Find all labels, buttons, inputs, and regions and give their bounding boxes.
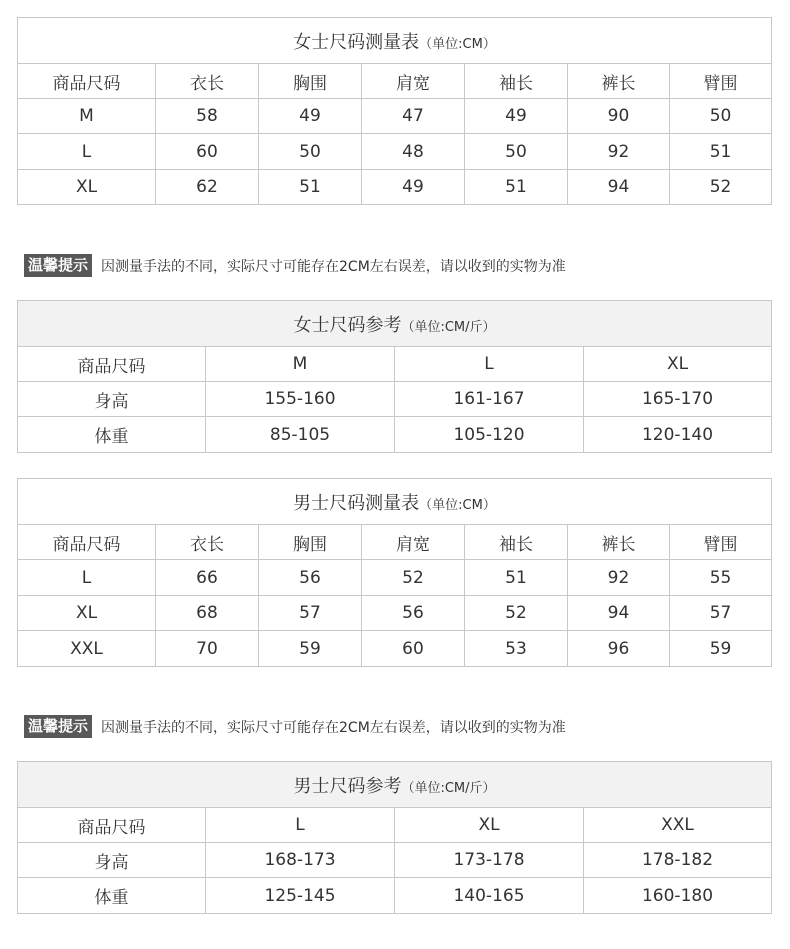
table-cell: 52 (362, 560, 465, 596)
table-cell: 160-180 (584, 878, 772, 914)
table-cell: 57 (670, 596, 772, 631)
table-cell: 56 (259, 560, 362, 596)
tip-badge: 温馨提示 (24, 254, 92, 277)
women-measure-table (17, 17, 772, 205)
tip-note (24, 715, 566, 738)
table-header-row (18, 347, 772, 382)
header-cell: M (206, 347, 395, 382)
table-cell: 68 (156, 596, 259, 631)
header-cell: 胸围 (259, 525, 362, 560)
header-cell: 商品尺码 (18, 808, 206, 843)
table-cell: 92 (568, 560, 670, 596)
table-cell: 96 (568, 631, 670, 667)
table-cell: 62 (156, 170, 259, 205)
table-cell: 105-120 (395, 417, 584, 453)
table-cell: 49 (362, 170, 465, 205)
table-row (18, 134, 772, 170)
header-cell: 裤长 (568, 525, 670, 560)
table-cell: 48 (362, 134, 465, 170)
table-cell: 70 (156, 631, 259, 667)
header-cell: 商品尺码 (18, 64, 156, 99)
table-cell: 51 (670, 134, 772, 170)
table-cell: 52 (670, 170, 772, 205)
men-measure-title: 男士尺码测量表（单位:CM） (18, 479, 772, 525)
header-cell: 袖长 (465, 525, 568, 560)
table-row (18, 560, 772, 596)
table-cell: 125-145 (206, 878, 395, 914)
women-measure-title: 女士尺码测量表（单位:CM） (18, 18, 772, 64)
table-cell: 52 (465, 596, 568, 631)
table-cell: L (18, 134, 156, 170)
table-cell: 51 (259, 170, 362, 205)
table-header-row (18, 64, 772, 99)
table-cell: 51 (465, 560, 568, 596)
table-row (18, 878, 772, 914)
table-cell: 60 (362, 631, 465, 667)
header-cell: L (206, 808, 395, 843)
table-cell: 58 (156, 99, 259, 134)
table-cell: 155-160 (206, 382, 395, 417)
table-cell: 50 (465, 134, 568, 170)
header-cell: 肩宽 (362, 525, 465, 560)
table-cell: 身高 (18, 843, 206, 878)
table-cell: 55 (670, 560, 772, 596)
table-row (18, 170, 772, 205)
table-cell: M (18, 99, 156, 134)
table-cell: 53 (465, 631, 568, 667)
tip-note (24, 254, 566, 277)
table-cell: 165-170 (584, 382, 772, 417)
table-row (18, 843, 772, 878)
table-cell: 85-105 (206, 417, 395, 453)
table-cell: 49 (465, 99, 568, 134)
header-cell: 肩宽 (362, 64, 465, 99)
table-cell: 94 (568, 170, 670, 205)
table-cell: 50 (259, 134, 362, 170)
table-cell: 49 (259, 99, 362, 134)
table-cell: 92 (568, 134, 670, 170)
table-cell: 59 (670, 631, 772, 667)
table-header-row (18, 808, 772, 843)
header-cell: 衣长 (156, 525, 259, 560)
header-cell: 衣长 (156, 64, 259, 99)
header-cell: 袖长 (465, 64, 568, 99)
table-cell: 体重 (18, 878, 206, 914)
table-cell: XL (18, 596, 156, 631)
table-cell: 60 (156, 134, 259, 170)
table-cell: 47 (362, 99, 465, 134)
tip-text: 因测量手法的不同，实际尺寸可能存在2CM左右误差，请以收到的实物为准 (101, 719, 566, 736)
table-cell: 140-165 (395, 878, 584, 914)
men-ref-title: 男士尺码参考（单位:CM/斤） (18, 762, 772, 808)
table-row (18, 417, 772, 453)
header-cell: XL (584, 347, 772, 382)
header-cell: 臂围 (670, 64, 772, 99)
women-ref-table (17, 300, 772, 453)
table-row (18, 631, 772, 667)
men-ref-table (17, 761, 772, 914)
table-cell: 56 (362, 596, 465, 631)
header-cell: XL (395, 808, 584, 843)
table-cell: 57 (259, 596, 362, 631)
table-cell: 90 (568, 99, 670, 134)
table-cell: 59 (259, 631, 362, 667)
header-cell: 商品尺码 (18, 347, 206, 382)
women-ref-title: 女士尺码参考（单位:CM/斤） (18, 301, 772, 347)
table-cell: 身高 (18, 382, 206, 417)
header-cell: 裤长 (568, 64, 670, 99)
table-cell: 66 (156, 560, 259, 596)
header-cell: L (395, 347, 584, 382)
tip-badge: 温馨提示 (24, 715, 92, 738)
men-measure-table (17, 478, 772, 667)
table-cell: L (18, 560, 156, 596)
table-cell: 51 (465, 170, 568, 205)
table-cell: 161-167 (395, 382, 584, 417)
table-cell: 178-182 (584, 843, 772, 878)
table-row (18, 382, 772, 417)
table-cell: 173-178 (395, 843, 584, 878)
header-cell: 胸围 (259, 64, 362, 99)
table-cell: 168-173 (206, 843, 395, 878)
table-cell: XL (18, 170, 156, 205)
table-cell: 50 (670, 99, 772, 134)
header-cell: 臂围 (670, 525, 772, 560)
table-header-row (18, 525, 772, 560)
table-row (18, 99, 772, 134)
table-cell: XXL (18, 631, 156, 667)
tip-text: 因测量手法的不同，实际尺寸可能存在2CM左右误差，请以收到的实物为准 (101, 258, 566, 275)
table-cell: 体重 (18, 417, 206, 453)
header-cell: 商品尺码 (18, 525, 156, 560)
table-cell: 120-140 (584, 417, 772, 453)
table-cell: 94 (568, 596, 670, 631)
table-row (18, 596, 772, 631)
header-cell: XXL (584, 808, 772, 843)
